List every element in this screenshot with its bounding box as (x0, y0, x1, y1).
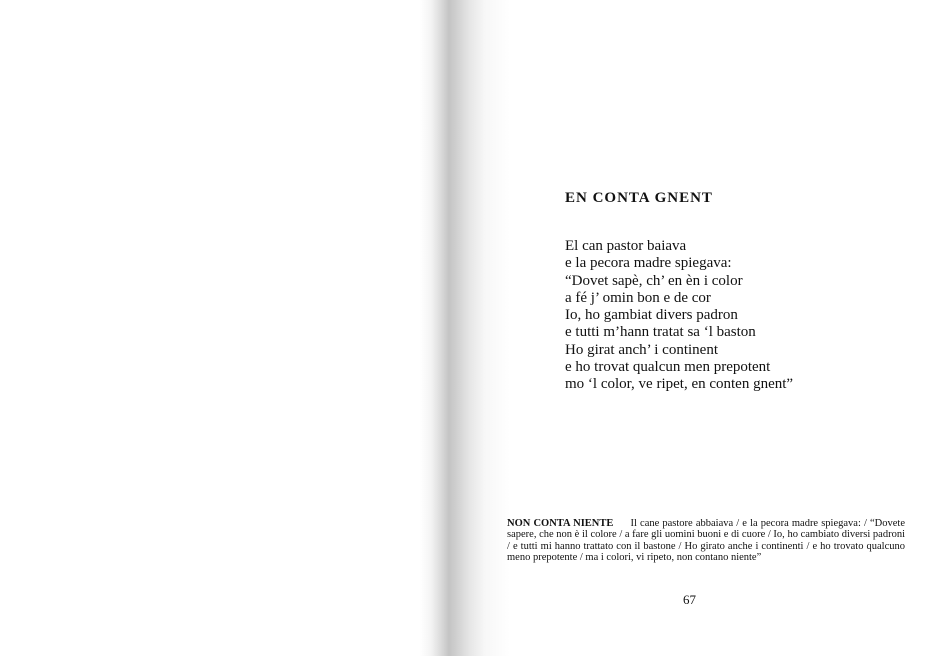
poem-line: El can pastor baiava (565, 238, 687, 254)
poem-line: e la pecora madre spiegava: (565, 255, 732, 272)
page-number: 67 (683, 592, 696, 607)
poem-line: a fé j’ omin bon e de cor (565, 289, 711, 306)
poem-line: “Dovet sapè, ch’ en èn i color (565, 272, 743, 289)
poem-body (565, 238, 865, 394)
translation-title: NON CONTA NIENTE (507, 518, 614, 529)
poem-line: Ho girat anch’ i continent (565, 341, 719, 358)
poem-title: EN CONTA GNENT (565, 190, 713, 206)
poem-line: Io, ho gambiat divers padron (565, 307, 738, 324)
poem-line: e ho trovat qualcun men prepotent (565, 359, 771, 376)
translation-text: Il cane pastore abbaiava / e la pecora madre spiegava: / “Dovete sapere, che non è il colore / a fare gli uomini buoni e di cuore / Io, ho cambiato diversi padroni / e tutti mi hanno trattato con il bastone / Ho girato anche i continenti / e ho trovato qualcuno meno prepotente / ma i colori, vi ripeto, non contano niente” (507, 518, 905, 563)
translation-note (507, 518, 905, 563)
book-gutter-shadow (420, 0, 510, 656)
poem-line: e tutti m’hann tratat sa ‘l baston (565, 324, 756, 341)
left-page-blank (0, 0, 440, 656)
poem-line: mo ‘l color, ve ripet, en conten gnent” (565, 376, 794, 393)
